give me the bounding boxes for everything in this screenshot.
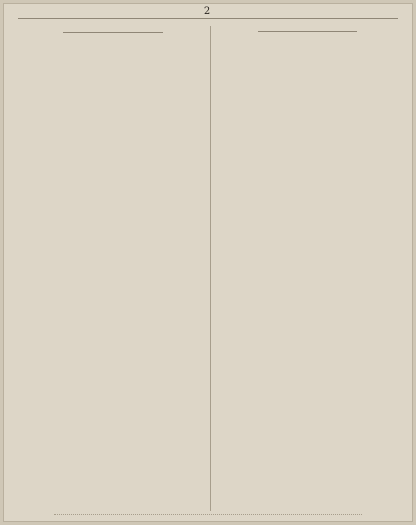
section-divider bbox=[63, 32, 163, 33]
section-divider bbox=[258, 31, 357, 32]
page-number: 2 bbox=[203, 6, 213, 17]
column-divider bbox=[210, 26, 211, 511]
left-column bbox=[22, 26, 204, 513]
document-page bbox=[3, 3, 413, 522]
header-rule bbox=[18, 18, 398, 19]
right-column bbox=[217, 26, 397, 513]
footer-rule bbox=[54, 514, 362, 519]
